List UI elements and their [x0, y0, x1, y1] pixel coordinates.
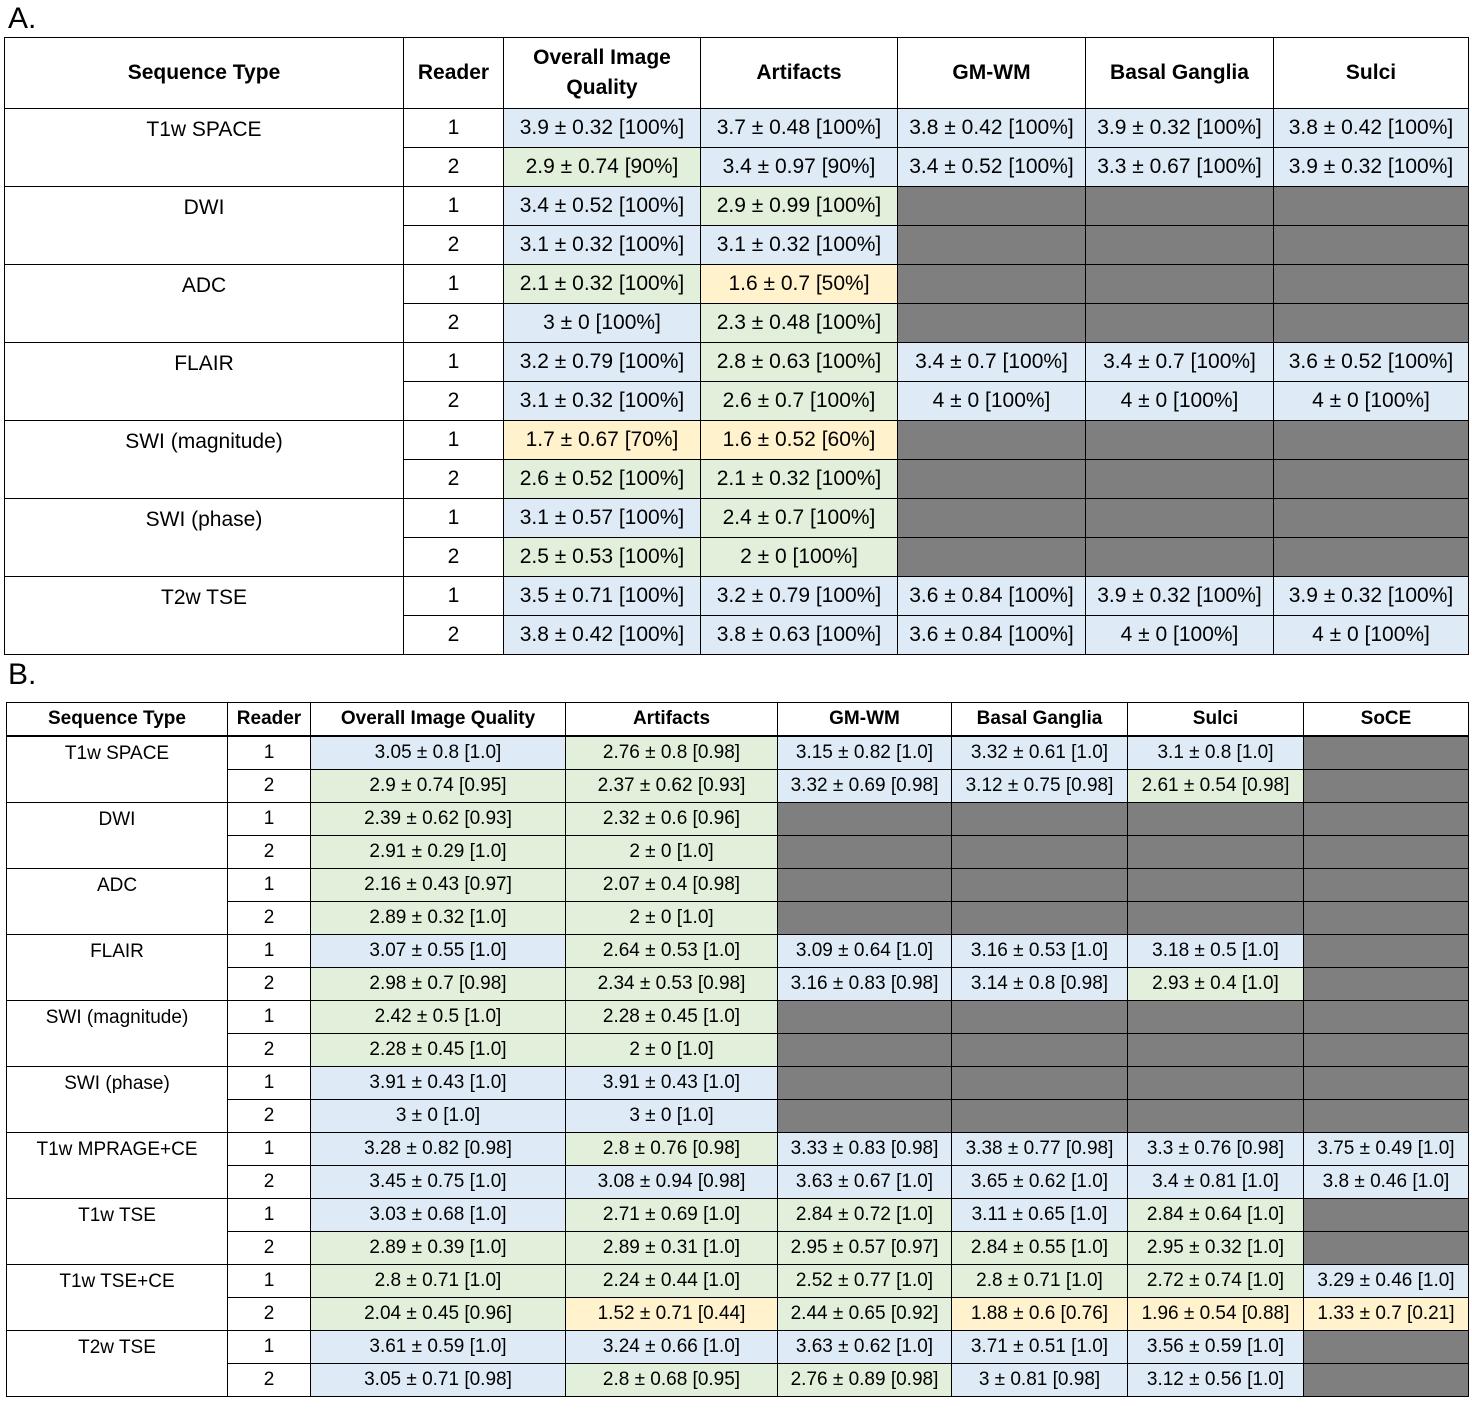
score-cell: 1.6 ± 0.7 [50%]	[701, 265, 898, 304]
score-cell: 2.8 ± 0.76 [0.98]	[566, 1133, 778, 1166]
sequence-type-cell: T2w TSE	[5, 577, 404, 655]
score-cell: 1.88 ± 0.6 [0.76]	[952, 1298, 1128, 1331]
table-row	[7, 1199, 1469, 1232]
score-cell: 2.34 ± 0.53 [0.98]	[566, 968, 778, 1001]
score-cell: 3.8 ± 0.42 [100%]	[898, 109, 1086, 148]
not-applicable-cell	[1304, 1001, 1469, 1034]
score-cell: 2 ± 0 [100%]	[701, 538, 898, 577]
reader-cell: 2	[228, 1100, 311, 1133]
score-cell: 3.07 ± 0.55 [1.0]	[311, 935, 566, 968]
not-applicable-cell	[1304, 968, 1469, 1001]
score-cell: 2.64 ± 0.53 [1.0]	[566, 935, 778, 968]
not-applicable-cell	[952, 1100, 1128, 1133]
sequence-type-cell: FLAIR	[7, 935, 228, 1001]
not-applicable-cell	[1304, 1034, 1469, 1067]
score-cell: 3.71 ± 0.51 [1.0]	[952, 1331, 1128, 1364]
table-row	[7, 736, 1469, 770]
not-applicable-cell	[1128, 1001, 1304, 1034]
score-cell: 1.52 ± 0.71 [0.44]	[566, 1298, 778, 1331]
not-applicable-cell	[1304, 1100, 1469, 1133]
not-applicable-cell	[1304, 1199, 1469, 1232]
not-applicable-cell	[1304, 770, 1469, 803]
score-cell: 2.28 ± 0.45 [1.0]	[311, 1034, 566, 1067]
not-applicable-cell	[1128, 869, 1304, 902]
reader-cell: 2	[228, 836, 311, 869]
table-row	[7, 869, 1469, 902]
score-cell: 2.4 ± 0.7 [100%]	[701, 499, 898, 538]
score-cell: 2.95 ± 0.32 [1.0]	[1128, 1232, 1304, 1265]
score-cell: 1.7 ± 0.67 [70%]	[504, 421, 701, 460]
not-applicable-cell	[952, 803, 1128, 836]
reader-cell: 1	[228, 869, 311, 902]
reader-cell: 1	[228, 1133, 311, 1166]
table-row	[5, 577, 1469, 616]
not-applicable-cell	[1304, 836, 1469, 869]
score-cell: 3.4 ± 0.7 [100%]	[1086, 343, 1274, 382]
score-cell: 4 ± 0 [100%]	[1086, 382, 1274, 421]
reader-cell: 1	[404, 109, 504, 148]
column-header: Artifacts	[701, 38, 898, 109]
score-cell: 2.8 ± 0.71 [1.0]	[952, 1265, 1128, 1298]
score-cell: 2.52 ± 0.77 [1.0]	[778, 1265, 952, 1298]
score-cell: 3.75 ± 0.49 [1.0]	[1304, 1133, 1469, 1166]
score-cell: 2.72 ± 0.74 [1.0]	[1128, 1265, 1304, 1298]
score-cell: 2.71 ± 0.69 [1.0]	[566, 1199, 778, 1232]
score-cell: 2.24 ± 0.44 [1.0]	[566, 1265, 778, 1298]
score-cell: 2.1 ± 0.32 [100%]	[701, 460, 898, 499]
not-applicable-cell	[1304, 902, 1469, 935]
not-applicable-cell	[1274, 187, 1469, 226]
score-cell: 2.9 ± 0.74 [90%]	[504, 148, 701, 187]
score-cell: 2.84 ± 0.55 [1.0]	[952, 1232, 1128, 1265]
score-cell: 3.4 ± 0.52 [100%]	[504, 187, 701, 226]
score-cell: 2.39 ± 0.62 [0.93]	[311, 803, 566, 836]
not-applicable-cell	[1274, 538, 1469, 577]
not-applicable-cell	[952, 836, 1128, 869]
score-cell: 3.4 ± 0.81 [1.0]	[1128, 1166, 1304, 1199]
score-cell: 3.9 ± 0.32 [100%]	[1274, 577, 1469, 616]
not-applicable-cell	[1086, 265, 1274, 304]
reader-cell: 2	[404, 226, 504, 265]
score-cell: 2.32 ± 0.6 [0.96]	[566, 803, 778, 836]
table-row	[5, 343, 1469, 382]
not-applicable-cell	[1304, 736, 1469, 770]
reader-cell: 2	[404, 538, 504, 577]
not-applicable-cell	[1274, 460, 1469, 499]
not-applicable-cell	[1128, 1067, 1304, 1100]
reader-cell: 2	[404, 616, 504, 655]
score-cell: 3.8 ± 0.42 [100%]	[1274, 109, 1469, 148]
column-header: Sulci	[1274, 38, 1469, 109]
not-applicable-cell	[778, 836, 952, 869]
score-cell: 2.93 ± 0.4 [1.0]	[1128, 968, 1304, 1001]
score-cell: 3.28 ± 0.82 [0.98]	[311, 1133, 566, 1166]
score-cell: 2.44 ± 0.65 [0.92]	[778, 1298, 952, 1331]
score-cell: 2.98 ± 0.7 [0.98]	[311, 968, 566, 1001]
score-cell: 4 ± 0 [100%]	[1274, 616, 1469, 655]
reader-cell: 1	[228, 935, 311, 968]
score-cell: 2.9 ± 0.99 [100%]	[701, 187, 898, 226]
not-applicable-cell	[1086, 421, 1274, 460]
sequence-type-cell: SWI (phase)	[7, 1067, 228, 1133]
table-row	[7, 935, 1469, 968]
not-applicable-cell	[1128, 1034, 1304, 1067]
score-cell: 2.42 ± 0.5 [1.0]	[311, 1001, 566, 1034]
score-cell: 3.8 ± 0.42 [100%]	[504, 616, 701, 655]
score-cell: 2.37 ± 0.62 [0.93]	[566, 770, 778, 803]
score-cell: 3.29 ± 0.46 [1.0]	[1304, 1265, 1469, 1298]
table-row	[5, 187, 1469, 226]
score-cell: 3.1 ± 0.57 [100%]	[504, 499, 701, 538]
not-applicable-cell	[778, 869, 952, 902]
score-cell: 3.9 ± 0.32 [100%]	[504, 109, 701, 148]
score-cell: 1.6 ± 0.52 [60%]	[701, 421, 898, 460]
reader-cell: 2	[404, 460, 504, 499]
column-header: Basal Ganglia	[1086, 38, 1274, 109]
score-cell: 2.8 ± 0.68 [0.95]	[566, 1364, 778, 1397]
reader-cell: 2	[228, 1232, 311, 1265]
not-applicable-cell	[1274, 265, 1469, 304]
table-b-header-row	[7, 703, 1469, 737]
not-applicable-cell	[898, 304, 1086, 343]
sequence-type-cell: T1w TSE	[7, 1199, 228, 1265]
score-cell: 3.1 ± 0.32 [100%]	[701, 226, 898, 265]
not-applicable-cell	[778, 1100, 952, 1133]
score-cell: 3.4 ± 0.52 [100%]	[898, 148, 1086, 187]
score-cell: 2.84 ± 0.72 [1.0]	[778, 1199, 952, 1232]
reader-cell: 1	[404, 265, 504, 304]
table-row	[5, 109, 1469, 148]
score-cell: 3.6 ± 0.52 [100%]	[1274, 343, 1469, 382]
reader-cell: 1	[228, 1265, 311, 1298]
table-row	[7, 803, 1469, 836]
column-header: Overall Image Quality	[311, 703, 566, 737]
score-cell: 3.24 ± 0.66 [1.0]	[566, 1331, 778, 1364]
score-cell: 3.33 ± 0.83 [0.98]	[778, 1133, 952, 1166]
table-row	[7, 1265, 1469, 1298]
score-cell: 3 ± 0 [100%]	[504, 304, 701, 343]
score-cell: 2.28 ± 0.45 [1.0]	[566, 1001, 778, 1034]
reader-cell: 1	[228, 803, 311, 836]
table-a	[4, 37, 1469, 655]
not-applicable-cell	[1086, 187, 1274, 226]
not-applicable-cell	[1304, 1232, 1469, 1265]
score-cell: 3.12 ± 0.56 [1.0]	[1128, 1364, 1304, 1397]
score-cell: 2.04 ± 0.45 [0.96]	[311, 1298, 566, 1331]
reader-cell: 2	[228, 1298, 311, 1331]
not-applicable-cell	[778, 1001, 952, 1034]
reader-cell: 1	[404, 187, 504, 226]
not-applicable-cell	[778, 902, 952, 935]
score-cell: 2.8 ± 0.63 [100%]	[701, 343, 898, 382]
not-applicable-cell	[778, 1067, 952, 1100]
not-applicable-cell	[1304, 803, 1469, 836]
not-applicable-cell	[952, 1001, 1128, 1034]
not-applicable-cell	[898, 421, 1086, 460]
not-applicable-cell	[1086, 460, 1274, 499]
table-row	[7, 1331, 1469, 1364]
reader-cell: 2	[228, 1364, 311, 1397]
sequence-type-cell: T2w TSE	[7, 1331, 228, 1397]
table-row	[5, 499, 1469, 538]
score-cell: 3.1 ± 0.8 [1.0]	[1128, 736, 1304, 770]
reader-cell: 2	[404, 148, 504, 187]
reader-cell: 2	[228, 902, 311, 935]
score-cell: 2.3 ± 0.48 [100%]	[701, 304, 898, 343]
score-cell: 2.76 ± 0.89 [0.98]	[778, 1364, 952, 1397]
score-cell: 2.91 ± 0.29 [1.0]	[311, 836, 566, 869]
not-applicable-cell	[1304, 1331, 1469, 1364]
score-cell: 3.9 ± 0.32 [100%]	[1086, 577, 1274, 616]
reader-cell: 2	[228, 770, 311, 803]
score-cell: 2.95 ± 0.57 [0.97]	[778, 1232, 952, 1265]
score-cell: 2 ± 0 [1.0]	[566, 836, 778, 869]
column-header: Overall Image Quality	[504, 38, 701, 109]
sequence-type-cell: SWI (magnitude)	[5, 421, 404, 499]
not-applicable-cell	[778, 1034, 952, 1067]
not-applicable-cell	[898, 187, 1086, 226]
score-cell: 2.89 ± 0.32 [1.0]	[311, 902, 566, 935]
column-header: GM-WM	[778, 703, 952, 737]
sequence-type-cell: SWI (phase)	[5, 499, 404, 577]
not-applicable-cell	[898, 226, 1086, 265]
column-header: Reader	[228, 703, 311, 737]
score-cell: 3.5 ± 0.71 [100%]	[504, 577, 701, 616]
table-row	[5, 265, 1469, 304]
score-cell: 2 ± 0 [1.0]	[566, 1034, 778, 1067]
score-cell: 3.9 ± 0.32 [100%]	[1086, 109, 1274, 148]
column-header: Sequence Type	[7, 703, 228, 737]
score-cell: 3.56 ± 0.59 [1.0]	[1128, 1331, 1304, 1364]
not-applicable-cell	[1086, 499, 1274, 538]
table-row	[7, 1067, 1469, 1100]
sequence-type-cell: T1w SPACE	[5, 109, 404, 187]
sequence-type-cell: FLAIR	[5, 343, 404, 421]
not-applicable-cell	[1086, 304, 1274, 343]
table-a-header-row	[5, 38, 1469, 109]
score-cell: 3.16 ± 0.53 [1.0]	[952, 935, 1128, 968]
column-header: Sulci	[1128, 703, 1304, 737]
not-applicable-cell	[1304, 935, 1469, 968]
table-b	[6, 702, 1469, 1397]
not-applicable-cell	[952, 1067, 1128, 1100]
score-cell: 3.45 ± 0.75 [1.0]	[311, 1166, 566, 1199]
score-cell: 3.63 ± 0.67 [1.0]	[778, 1166, 952, 1199]
score-cell: 3.3 ± 0.67 [100%]	[1086, 148, 1274, 187]
reader-cell: 1	[404, 421, 504, 460]
score-cell: 2.8 ± 0.71 [1.0]	[311, 1265, 566, 1298]
not-applicable-cell	[1086, 226, 1274, 265]
not-applicable-cell	[898, 538, 1086, 577]
score-cell: 3.91 ± 0.43 [1.0]	[311, 1067, 566, 1100]
score-cell: 2.5 ± 0.53 [100%]	[504, 538, 701, 577]
section-a-label: A.	[8, 2, 37, 35]
score-cell: 3.91 ± 0.43 [1.0]	[566, 1067, 778, 1100]
score-cell: 3.8 ± 0.46 [1.0]	[1304, 1166, 1469, 1199]
score-cell: 2.6 ± 0.52 [100%]	[504, 460, 701, 499]
score-cell: 3.4 ± 0.7 [100%]	[898, 343, 1086, 382]
sequence-type-cell: T1w MPRAGE+CE	[7, 1133, 228, 1199]
score-cell: 3 ± 0 [1.0]	[311, 1100, 566, 1133]
score-cell: 3.6 ± 0.84 [100%]	[898, 616, 1086, 655]
score-cell: 3.14 ± 0.8 [0.98]	[952, 968, 1128, 1001]
score-cell: 3.4 ± 0.97 [90%]	[701, 148, 898, 187]
not-applicable-cell	[1304, 869, 1469, 902]
score-cell: 2.07 ± 0.4 [0.98]	[566, 869, 778, 902]
score-cell: 3.61 ± 0.59 [1.0]	[311, 1331, 566, 1364]
not-applicable-cell	[952, 1034, 1128, 1067]
score-cell: 4 ± 0 [100%]	[1274, 382, 1469, 421]
score-cell: 2.6 ± 0.7 [100%]	[701, 382, 898, 421]
not-applicable-cell	[1304, 1364, 1469, 1397]
not-applicable-cell	[1086, 538, 1274, 577]
reader-cell: 2	[228, 1166, 311, 1199]
table-row	[7, 1133, 1469, 1166]
not-applicable-cell	[1128, 902, 1304, 935]
score-cell: 3.8 ± 0.63 [100%]	[701, 616, 898, 655]
not-applicable-cell	[1128, 836, 1304, 869]
score-cell: 3.7 ± 0.48 [100%]	[701, 109, 898, 148]
score-cell: 3.08 ± 0.94 [0.98]	[566, 1166, 778, 1199]
not-applicable-cell	[898, 499, 1086, 538]
table-row	[5, 421, 1469, 460]
score-cell: 3.65 ± 0.62 [1.0]	[952, 1166, 1128, 1199]
reader-cell: 1	[404, 499, 504, 538]
score-cell: 2.76 ± 0.8 [0.98]	[566, 736, 778, 770]
score-cell: 2 ± 0 [1.0]	[566, 902, 778, 935]
score-cell: 3.32 ± 0.69 [0.98]	[778, 770, 952, 803]
not-applicable-cell	[1128, 1100, 1304, 1133]
score-cell: 2.9 ± 0.74 [0.95]	[311, 770, 566, 803]
score-cell: 3.1 ± 0.32 [100%]	[504, 226, 701, 265]
reader-cell: 2	[404, 304, 504, 343]
not-applicable-cell	[1304, 1067, 1469, 1100]
score-cell: 2.1 ± 0.32 [100%]	[504, 265, 701, 304]
reader-cell: 2	[228, 1034, 311, 1067]
score-cell: 3.3 ± 0.76 [0.98]	[1128, 1133, 1304, 1166]
column-header: Reader	[404, 38, 504, 109]
score-cell: 2.16 ± 0.43 [0.97]	[311, 869, 566, 902]
score-cell: 2.84 ± 0.64 [1.0]	[1128, 1199, 1304, 1232]
score-cell: 3.15 ± 0.82 [1.0]	[778, 736, 952, 770]
table-b-body	[7, 736, 1469, 1397]
sequence-type-cell: ADC	[5, 265, 404, 343]
sequence-type-cell: DWI	[5, 187, 404, 265]
score-cell: 2.61 ± 0.54 [0.98]	[1128, 770, 1304, 803]
sequence-type-cell: ADC	[7, 869, 228, 935]
column-header: GM-WM	[898, 38, 1086, 109]
score-cell: 3.11 ± 0.65 [1.0]	[952, 1199, 1128, 1232]
column-header: Sequence Type	[5, 38, 404, 109]
sequence-type-cell: T1w SPACE	[7, 736, 228, 803]
score-cell: 3.2 ± 0.79 [100%]	[504, 343, 701, 382]
score-cell: 3.18 ± 0.5 [1.0]	[1128, 935, 1304, 968]
not-applicable-cell	[898, 265, 1086, 304]
reader-cell: 1	[228, 1331, 311, 1364]
score-cell: 3.05 ± 0.8 [1.0]	[311, 736, 566, 770]
reader-cell: 1	[404, 577, 504, 616]
sequence-type-cell: T1w TSE+CE	[7, 1265, 228, 1331]
score-cell: 3.16 ± 0.83 [0.98]	[778, 968, 952, 1001]
score-cell: 3.05 ± 0.71 [0.98]	[311, 1364, 566, 1397]
score-cell: 3.38 ± 0.77 [0.98]	[952, 1133, 1128, 1166]
score-cell: 3 ± 0 [1.0]	[566, 1100, 778, 1133]
reader-cell: 1	[228, 1199, 311, 1232]
score-cell: 1.96 ± 0.54 [0.88]	[1128, 1298, 1304, 1331]
not-applicable-cell	[1274, 499, 1469, 538]
score-cell: 1.33 ± 0.7 [0.21]	[1304, 1298, 1469, 1331]
column-header: Basal Ganglia	[952, 703, 1128, 737]
sequence-type-cell: SWI (magnitude)	[7, 1001, 228, 1067]
score-cell: 3.12 ± 0.75 [0.98]	[952, 770, 1128, 803]
not-applicable-cell	[898, 460, 1086, 499]
not-applicable-cell	[952, 869, 1128, 902]
reader-cell: 2	[228, 968, 311, 1001]
column-header: Artifacts	[566, 703, 778, 737]
reader-cell: 1	[228, 1001, 311, 1034]
score-cell: 3.1 ± 0.32 [100%]	[504, 382, 701, 421]
not-applicable-cell	[1274, 421, 1469, 460]
sequence-type-cell: DWI	[7, 803, 228, 869]
score-cell: 3.03 ± 0.68 [1.0]	[311, 1199, 566, 1232]
table-a-body	[5, 109, 1469, 655]
not-applicable-cell	[1128, 803, 1304, 836]
section-b-label: B.	[8, 658, 37, 691]
score-cell: 3.32 ± 0.61 [1.0]	[952, 736, 1128, 770]
score-cell: 2.89 ± 0.39 [1.0]	[311, 1232, 566, 1265]
not-applicable-cell	[952, 902, 1128, 935]
score-cell: 4 ± 0 [100%]	[1086, 616, 1274, 655]
column-header: SoCE	[1304, 703, 1469, 737]
reader-cell: 2	[404, 382, 504, 421]
reader-cell: 1	[228, 736, 311, 770]
score-cell: 4 ± 0 [100%]	[898, 382, 1086, 421]
score-cell: 3.9 ± 0.32 [100%]	[1274, 148, 1469, 187]
score-cell: 3.63 ± 0.62 [1.0]	[778, 1331, 952, 1364]
score-cell: 3.2 ± 0.79 [100%]	[701, 577, 898, 616]
table-row	[7, 1001, 1469, 1034]
reader-cell: 1	[404, 343, 504, 382]
not-applicable-cell	[778, 803, 952, 836]
not-applicable-cell	[1274, 304, 1469, 343]
score-cell: 2.89 ± 0.31 [1.0]	[566, 1232, 778, 1265]
reader-cell: 1	[228, 1067, 311, 1100]
score-cell: 3.09 ± 0.64 [1.0]	[778, 935, 952, 968]
score-cell: 3.6 ± 0.84 [100%]	[898, 577, 1086, 616]
not-applicable-cell	[1274, 226, 1469, 265]
score-cell: 3 ± 0.81 [0.98]	[952, 1364, 1128, 1397]
